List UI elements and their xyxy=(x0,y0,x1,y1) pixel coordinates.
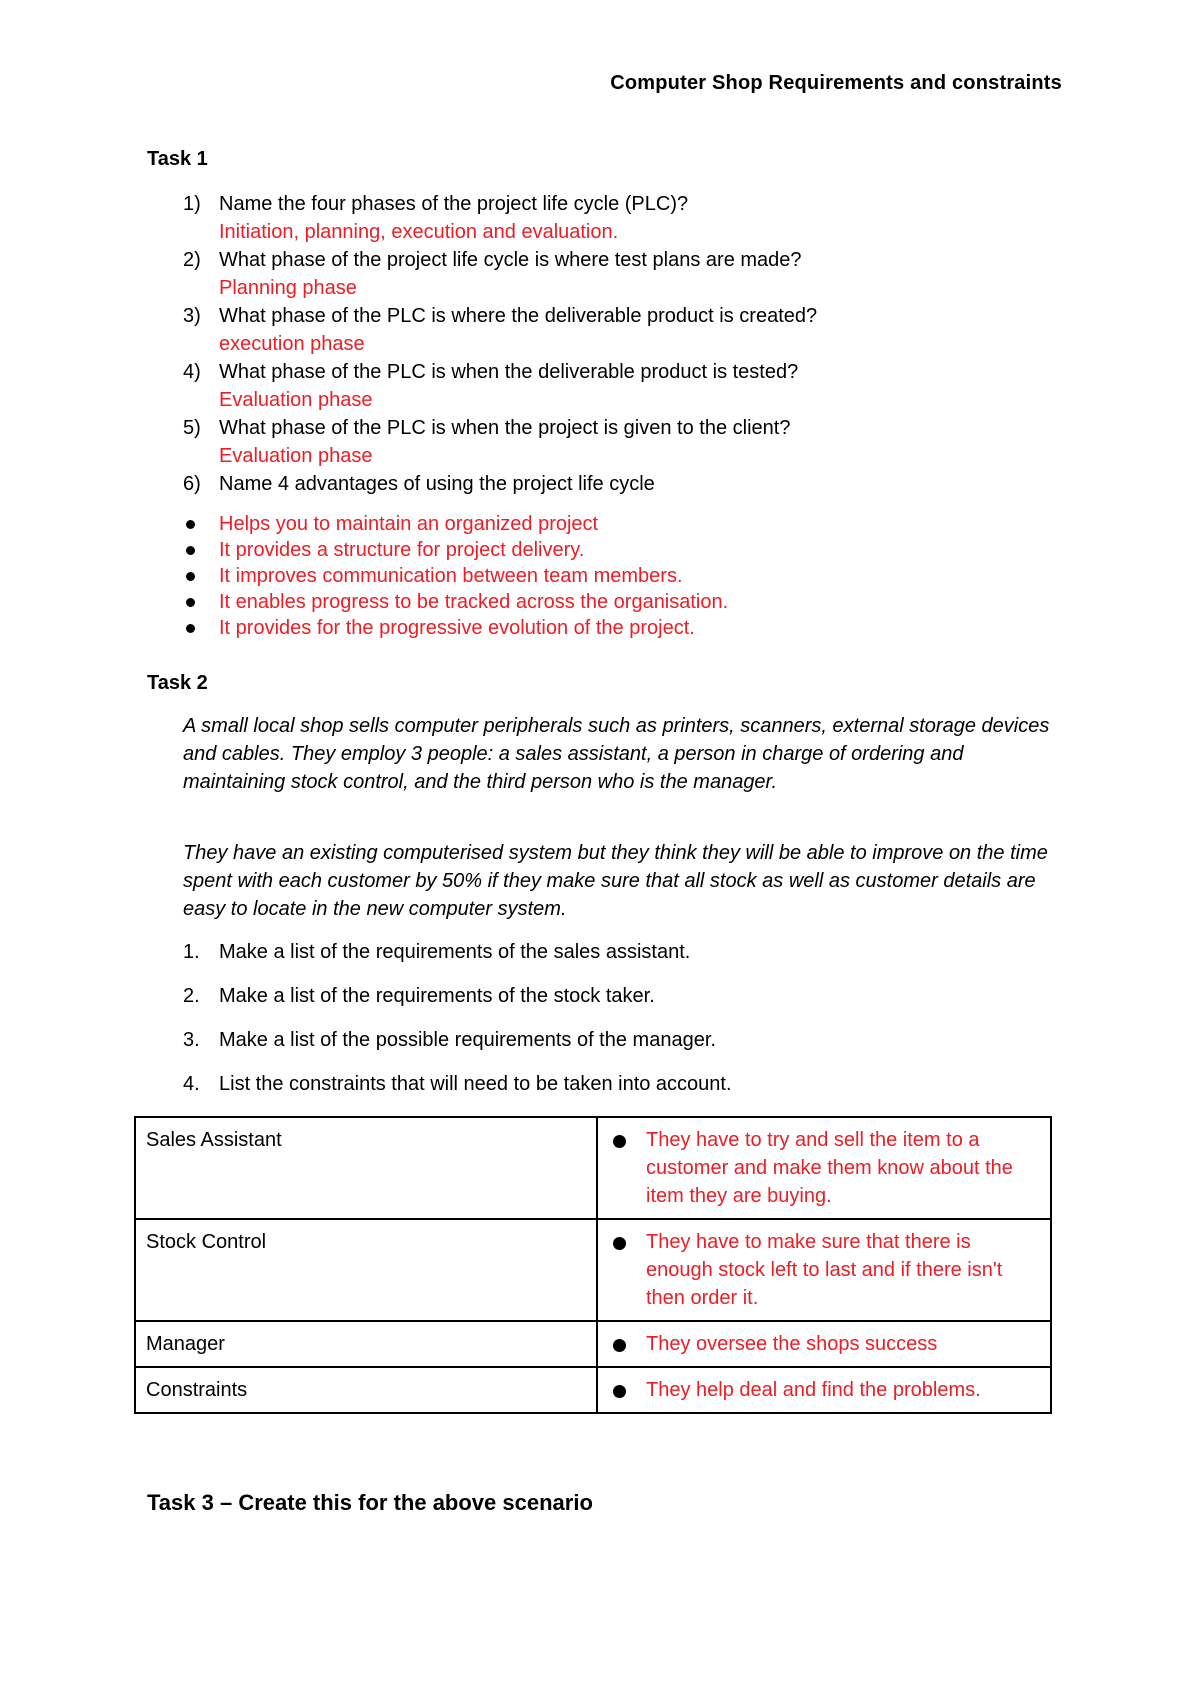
question-number: 4) xyxy=(183,361,201,383)
list-item: 3. Make a list of the possible requirements of the manager. xyxy=(183,1029,716,1051)
bullet-icon xyxy=(613,1339,626,1352)
task3-heading: Task 3 – Create this for the above scenario xyxy=(147,1490,593,1515)
task1-heading: Task 1 xyxy=(147,148,208,170)
page-title: Computer Shop Requirements and constraints xyxy=(610,72,1062,94)
requirements-table xyxy=(134,1116,1052,1414)
question-3 xyxy=(147,302,1087,358)
role-cell: Constraints xyxy=(135,1367,597,1413)
answer-cell: They oversee the shops success xyxy=(597,1321,1051,1367)
list-item: 2. Make a list of the requirements of the stock taker. xyxy=(183,985,655,1007)
role-cell: Manager xyxy=(135,1321,597,1367)
table-row xyxy=(135,1367,1051,1413)
question-number: 5) xyxy=(183,417,201,439)
question-text: What phase of the PLC is when the project is given to the client? xyxy=(219,417,791,439)
answer-text: Evaluation phase xyxy=(219,445,373,467)
bullet-icon xyxy=(186,572,195,581)
answer-cell: They have to try and sell the item to a customer and make them know about the item they are buying. xyxy=(597,1117,1051,1219)
question-1 xyxy=(147,190,1087,246)
answer-text: execution phase xyxy=(219,333,365,355)
list-item: It provides a structure for project delivery. xyxy=(147,537,1087,563)
scenario-paragraph-1: A small local shop sells computer peripherals such as printers, scanners, external storage devices and cables. They employ 3 people: a sales assistant, a person in charge of ordering and maintaining stock control, and the third person who is the manager. xyxy=(183,715,1050,793)
list-item: It enables progress to be tracked across the organisation. xyxy=(147,589,1087,615)
bullet-icon xyxy=(186,520,195,529)
task2-heading: Task 2 xyxy=(147,672,208,694)
question-number: 2) xyxy=(183,249,201,271)
question-text: What phase of the PLC is where the deliverable product is created? xyxy=(219,305,818,327)
question-text: What phase of the project life cycle is where test plans are made? xyxy=(219,249,802,271)
answer-text: Initiation, planning, execution and evaluation. xyxy=(219,221,619,243)
advantages-list xyxy=(147,511,1087,641)
question-number: 1) xyxy=(183,193,201,215)
scenario-paragraph-2: They have an existing computerised system but they think they will be able to improve on the time spent with each customer by 50% if they make sure that all stock as well as customer details are easy to locate in the new computer system. xyxy=(183,842,1048,920)
bullet-icon xyxy=(186,624,195,633)
bullet-icon xyxy=(613,1237,626,1250)
question-text: Name the four phases of the project life cycle (PLC)? xyxy=(219,193,689,215)
role-cell: Stock Control xyxy=(135,1219,597,1321)
role-cell: Sales Assistant xyxy=(135,1117,597,1219)
list-item: Helps you to maintain an organized project xyxy=(147,511,1087,537)
list-item: 4. List the constraints that will need to be taken into account. xyxy=(183,1073,732,1095)
bullet-icon xyxy=(613,1135,626,1148)
question-text: What phase of the PLC is when the deliverable product is tested? xyxy=(219,361,799,383)
question-number: 6) xyxy=(183,473,201,495)
answer-text: Planning phase xyxy=(219,277,357,299)
bullet-icon xyxy=(613,1385,626,1398)
table-row xyxy=(135,1117,1051,1219)
question-4 xyxy=(147,358,1087,414)
table-row xyxy=(135,1219,1051,1321)
question-2 xyxy=(147,246,1087,302)
answer-cell: They help deal and find the problems. xyxy=(597,1367,1051,1413)
bullet-icon xyxy=(186,546,195,555)
answer-cell: They have to make sure that there is enough stock left to last and if there isn't then order it. xyxy=(597,1219,1051,1321)
list-item: It provides for the progressive evolution of the project. xyxy=(147,615,1087,641)
question-text: Name 4 advantages of using the project life cycle xyxy=(219,473,655,495)
list-item: It improves communication between team members. xyxy=(147,563,1087,589)
bullet-icon xyxy=(186,598,195,607)
question-5 xyxy=(147,414,1087,470)
question-6 xyxy=(147,470,1087,498)
task1-question-list xyxy=(147,190,1087,498)
answer-text: Evaluation phase xyxy=(219,389,373,411)
list-item: 1. Make a list of the requirements of the sales assistant. xyxy=(183,941,691,963)
task2-steps-list xyxy=(147,938,1087,1114)
table-row xyxy=(135,1321,1051,1367)
question-number: 3) xyxy=(183,305,201,327)
